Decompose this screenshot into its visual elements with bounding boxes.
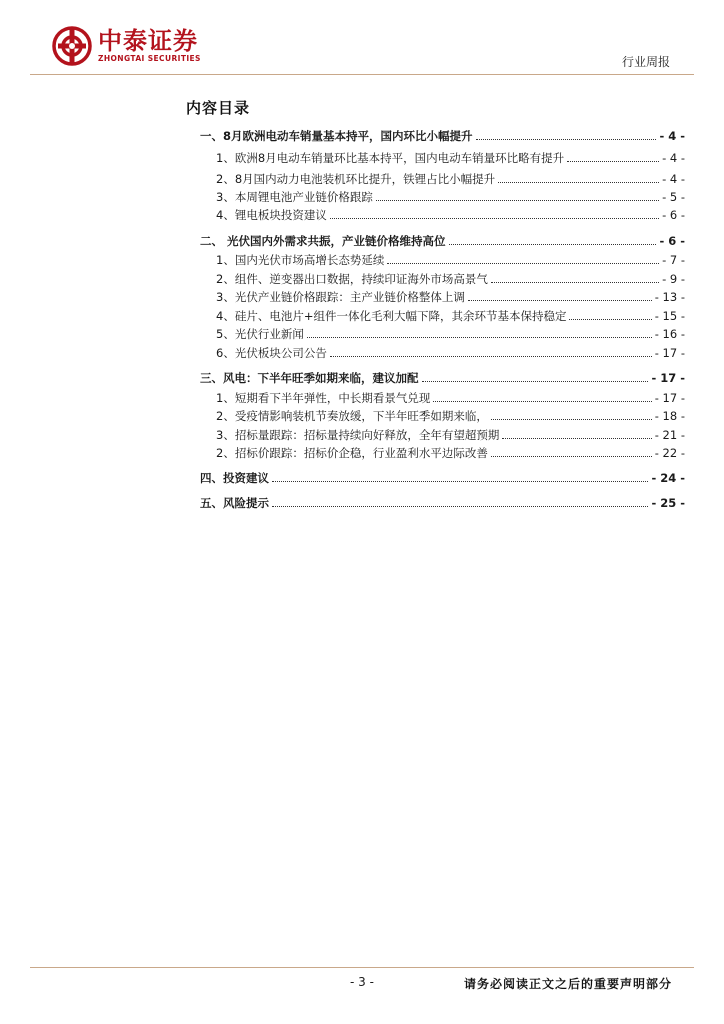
toc-section-entry[interactable]	[200, 128, 685, 144]
toc-dot-leader	[449, 244, 657, 245]
toc-entry-text: 6、光伏板块公司公告	[216, 346, 327, 360]
toc-dot-leader	[272, 481, 648, 482]
toc-dot-leader	[491, 282, 659, 283]
toc-subsection-entry[interactable]	[216, 271, 685, 287]
toc-page-number: - 24 -	[651, 471, 685, 485]
toc-entry-text: 2、组件、逆变器出口数据，持续印证海外市场高景气	[216, 272, 488, 286]
toc-page-number: - 4 -	[662, 172, 685, 186]
toc-dot-leader	[272, 506, 648, 507]
toc-subsection-entry[interactable]	[216, 289, 685, 305]
toc-dot-leader	[502, 438, 651, 439]
toc-dot-leader	[476, 139, 657, 140]
toc-page-number: - 4 -	[662, 151, 685, 165]
toc-page-number: - 6 -	[659, 234, 685, 248]
toc-entry-text: 2、受疫情影响装机节奏放缓，下半年旺季如期来临，	[216, 409, 488, 423]
toc-entry-text: 三、风电：下半年旺季如期来临，建议加配	[200, 371, 419, 385]
toc-section-entry[interactable]	[200, 233, 685, 249]
toc-section-entry[interactable]	[200, 495, 685, 511]
toc-page-number: - 9 -	[662, 272, 685, 286]
toc-entry-text: 一、8月欧洲电动车销量基本持平，国内环比小幅提升	[200, 129, 473, 143]
toc-subsection-entry[interactable]	[216, 345, 685, 361]
toc-page-number: - 16 -	[654, 327, 685, 341]
toc-entry-text: 1、国内光伏市场高增长态势延续	[216, 253, 385, 267]
toc-subsection-entry[interactable]	[216, 390, 685, 406]
toc-dot-leader	[387, 263, 659, 264]
toc-subsection-entry[interactable]	[216, 252, 685, 268]
company-logo	[52, 26, 201, 66]
toc-page-number: - 15 -	[654, 309, 685, 323]
toc-section-entry[interactable]	[200, 370, 685, 386]
toc-dot-leader	[422, 381, 649, 382]
toc-subsection-entry[interactable]	[216, 308, 685, 324]
toc-entry-text: 四、投资建议	[200, 471, 269, 485]
header-divider	[30, 74, 694, 75]
toc-entry-text: 二、 光伏国内外需求共振，产业链价格维持高位	[200, 234, 446, 248]
page-number: - 3 -	[350, 975, 374, 989]
toc-page-number: - 25 -	[651, 496, 685, 510]
zhongtai-logo-icon	[52, 26, 92, 66]
toc-entry-text: 2、8月国内动力电池装机环比提升，铁锂占比小幅提升	[216, 172, 496, 186]
toc-page-number: - 18 -	[654, 409, 685, 423]
toc-page-number: - 4 -	[659, 129, 685, 143]
toc-page-number: - 21 -	[654, 428, 685, 442]
report-type-label: 行业周报	[621, 55, 670, 69]
toc-page-number: - 17 -	[654, 391, 685, 405]
toc-dot-leader	[468, 300, 652, 301]
toc-dot-leader	[498, 182, 659, 183]
toc-dot-leader	[569, 319, 651, 320]
toc-subsection-entry[interactable]	[216, 189, 685, 205]
toc-dot-leader	[307, 337, 652, 338]
toc-dot-leader	[330, 218, 659, 219]
toc-page-number: - 6 -	[662, 208, 685, 222]
footer-disclaimer: 请务必阅读正文之后的重要声明部分	[463, 977, 672, 991]
toc-dot-leader	[567, 161, 659, 162]
toc-page-number: - 13 -	[654, 290, 685, 304]
toc-dot-leader	[330, 356, 652, 357]
toc-entry-text: 1、短期看下半年弹性，中长期看景气兑现	[216, 391, 431, 405]
toc-entry-text: 4、锂电板块投资建议	[216, 208, 327, 222]
toc-dot-leader	[433, 401, 651, 402]
toc-entry-text: 3、本周锂电池产业链价格跟踪	[216, 190, 373, 204]
toc-entry-text: 3、光伏产业链价格跟踪：主产业链价格整体上调	[216, 290, 465, 304]
logo-english-name: ZHONGTAI SECURITIES	[98, 54, 201, 63]
footer-divider	[30, 967, 694, 968]
toc-entry-text: 5、光伏行业新闻	[216, 327, 304, 341]
toc-entry-text: 五、风险提示	[200, 496, 269, 510]
logo-chinese-name: 中泰证券	[98, 27, 198, 55]
toc-page-number: - 17 -	[651, 371, 685, 385]
toc-entry-text: 2、招标价跟踪：招标价企稳，行业盈利水平边际改善	[216, 446, 488, 460]
toc-dot-leader	[491, 419, 652, 420]
toc-subsection-entry[interactable]	[216, 171, 685, 187]
toc-entry-text: 1、欧洲8月电动车销量环比基本持平，国内电动车销量环比略有提升	[216, 151, 565, 165]
toc-page-number: - 17 -	[654, 346, 685, 360]
toc-entry-text: 3、招标量跟踪：招标量持续向好释放，全年有望超预期	[216, 428, 500, 442]
toc-section-entry[interactable]	[200, 470, 685, 486]
toc-subsection-entry[interactable]	[216, 207, 685, 223]
toc-subsection-entry[interactable]	[216, 150, 685, 166]
toc-title: 内容目录	[186, 99, 251, 117]
toc-subsection-entry[interactable]	[216, 427, 685, 443]
toc-subsection-entry[interactable]	[216, 408, 685, 424]
toc-page-number: - 5 -	[662, 190, 685, 204]
toc-dot-leader	[376, 200, 659, 201]
toc-page-number: - 7 -	[662, 253, 685, 267]
toc-entry-text: 4、硅片、电池片+组件一体化毛利大幅下降，其余环节基本保持稳定	[216, 309, 567, 323]
toc-subsection-entry[interactable]	[216, 326, 685, 342]
page-header	[0, 0, 724, 80]
toc-page-number: - 22 -	[654, 446, 685, 460]
toc-dot-leader	[491, 456, 652, 457]
toc-subsection-entry[interactable]	[216, 445, 685, 461]
